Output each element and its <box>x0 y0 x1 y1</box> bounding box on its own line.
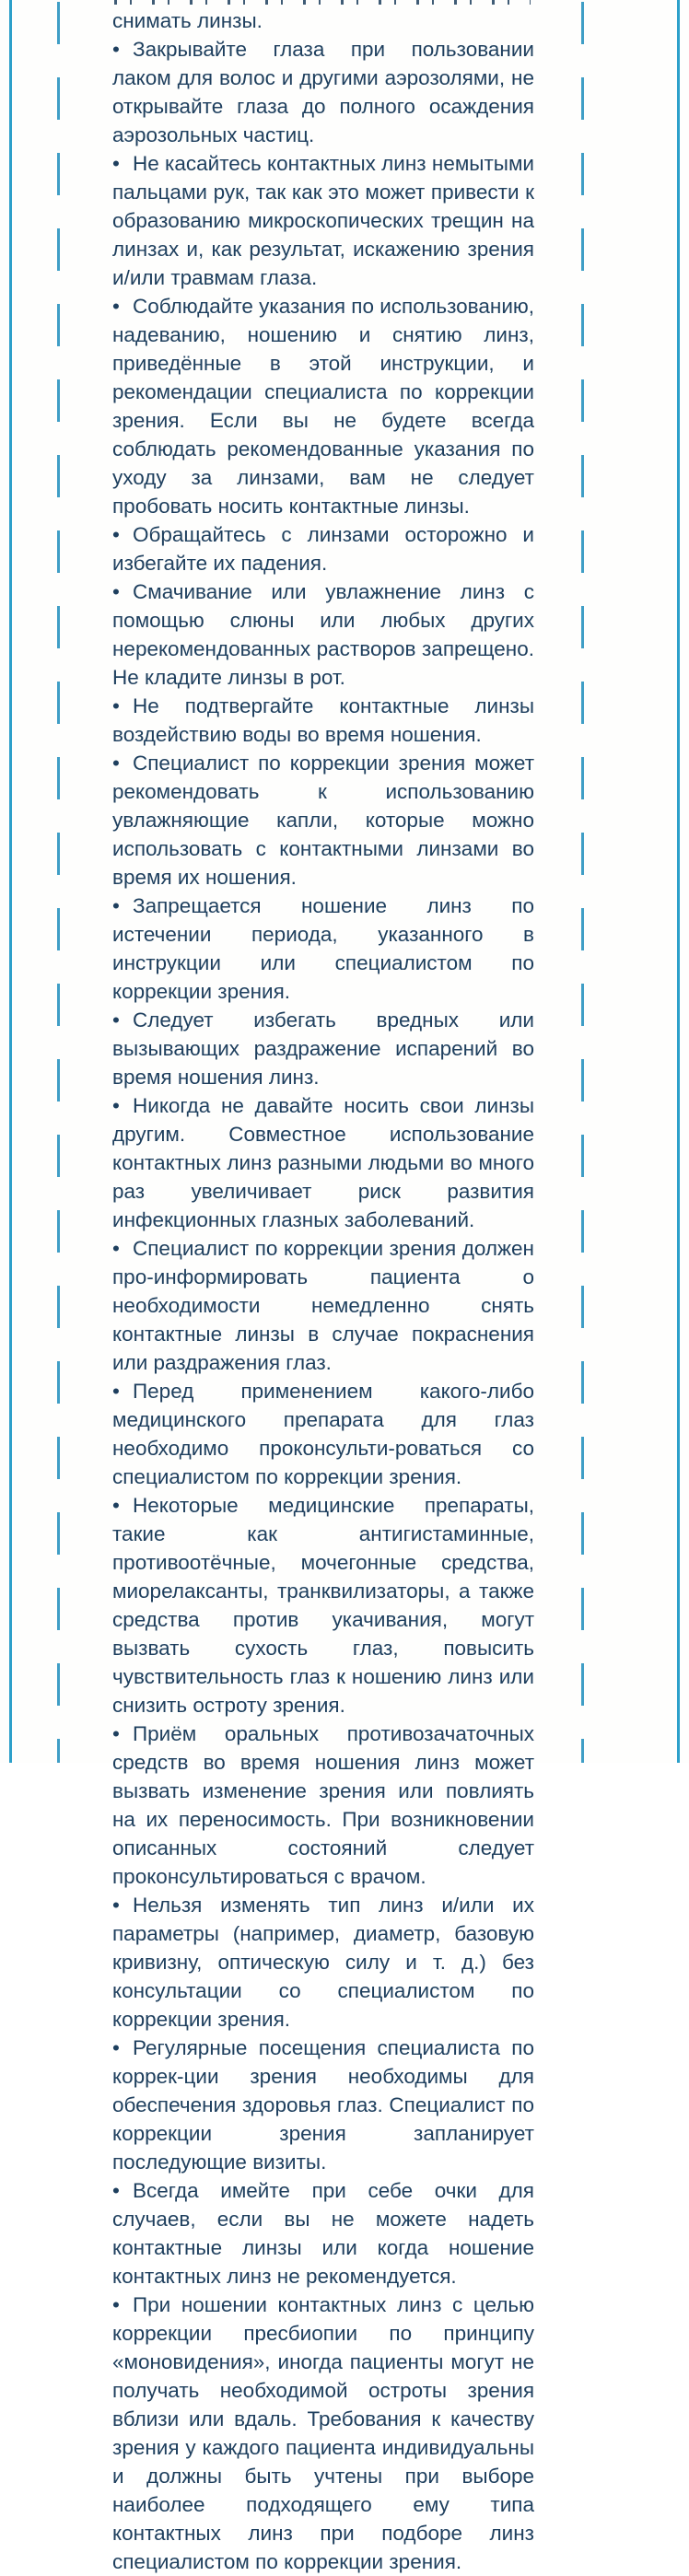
paragraph-text: Всегда имейте при себе очки для случаев, если вы не можете надеть контактные линзы или когда ношение контактных линз не рекомендуется. <box>112 2179 534 2288</box>
paragraph-text: Некоторые медицинские препараты, такие как антигистаминные, противоотёчные, мочегонные средства, миорелаксанты, транквилизаторы, а также средства против укачивания, могут вызвать сухость глаз, повысить чувствительность глаз к ношению линз или снизить остроту зрения. <box>112 1494 534 1717</box>
right-dash-marks <box>581 2 584 1763</box>
bullet-icon: • <box>112 752 120 775</box>
bullet-icon: • <box>112 580 120 603</box>
paragraph <box>112 1891 534 2034</box>
paragraph <box>112 520 534 577</box>
bullet-icon: • <box>112 1722 120 1745</box>
bullet-icon: • <box>112 694 120 717</box>
paragraph-text: При ношении контактных линз с целью коррекции пресбиопии по принципу «моновидения», иногда пациенты могут не получать необходимой остроты зрения вблизи или вдаль. Требования к качеству зрения у каждого пациента индивидуальны и должны быть учтены при выборе наиболее подходящего ему типа контактных линз при подборе линз специалистом по коррекции зрения. <box>112 2293 534 2573</box>
paragraph <box>112 35 534 149</box>
bullet-icon: • <box>112 295 120 318</box>
bullet-icon: • <box>112 2293 120 2316</box>
paragraph-text: Следует избегать вредных или вызывающих раздражение испарений во время ношения линз. <box>112 1008 534 1089</box>
paragraph-text: Перед применением какого-либо медицинского препарата для глаз необходимо проконсульти-роваться со специалистом по коррекции зрения. <box>112 1380 534 1488</box>
paragraph <box>112 1091 534 1234</box>
paragraph <box>112 1377 534 1491</box>
right-border-rule <box>677 0 680 1763</box>
paragraph <box>112 1234 534 1377</box>
bullet-icon: • <box>112 1894 120 1917</box>
bullet-icon: • <box>112 38 120 61</box>
paragraph <box>112 749 534 892</box>
left-border-rule <box>9 0 12 1763</box>
paragraph <box>112 6 534 35</box>
paragraph-text: Запрещается ношение линз по истечении периода, указанного в инструкции или специалистом по коррекции зрения. <box>112 894 534 1003</box>
paragraph <box>112 2176 534 2290</box>
paragraph-text: Обращайтесь с линзами осторожно и избегайте их падения. <box>112 523 534 575</box>
paragraph-text: Смачивание или увлажнение линз с помощью слюны или любых других нерекомендованных растворов запрещено. Не кладите линзы в рот. <box>112 580 534 689</box>
paragraph-text: Не подтвергайте контактные линзы воздействию воды во время ношения. <box>112 694 534 746</box>
paragraph <box>112 149 534 292</box>
paragraph <box>112 2034 534 2176</box>
paragraph <box>112 1006 534 1091</box>
bullet-icon: • <box>112 523 120 546</box>
paragraph-text: Специалист по коррекции зрения может рекомендовать к использованию увлажняющие капли, которые можно использовать с контактными линзами во время их ношения. <box>112 752 534 889</box>
bullet-icon: • <box>112 1380 120 1403</box>
paragraph-text: Никогда не давайте носить свои линзы другим. Совместное использование контактных линз разными людьми во много раз увеличивает риск развития инфекционных глазных заболеваний. <box>112 1094 534 1231</box>
clipped-text-line <box>114 0 531 5</box>
paragraph-text: Специалист по коррекции зрения должен про-информировать пациента о необходимости немедленно снять контактные линзы в случае покраснения или раздражения глаз. <box>112 1237 534 1374</box>
paragraph <box>112 577 534 692</box>
paragraph <box>112 892 534 1006</box>
instruction-text-column <box>112 6 534 2576</box>
bullet-icon: • <box>112 2036 120 2059</box>
paragraph-text: Регулярные посещения специалиста по коррек-ции зрения необходимы для обеспечения здоровья глаз. Специалист по коррекции зрения запланирует последующие визиты. <box>112 2036 534 2174</box>
paragraph-text: Нельзя изменять тип линз и/или их параметры (например, диаметр, базовую кривизну, оптическую силу и т. д.) без консультации со специалистом по коррекции зрения. <box>112 1894 534 2031</box>
paragraph <box>112 1491 534 1719</box>
bullet-icon: • <box>112 1094 120 1117</box>
paragraph <box>112 292 534 520</box>
left-dash-marks <box>57 2 60 1763</box>
paragraph-text: снимать линзы. <box>112 9 263 32</box>
paragraph <box>112 692 534 749</box>
paragraph <box>112 2290 534 2576</box>
bullet-icon: • <box>112 1237 120 1260</box>
paragraph-text: Закрывайте глаза при пользовании лаком для волос и другими аэрозолями, не открывайте глаза до полного осаждения аэрозольных частиц. <box>112 38 534 146</box>
paragraph-text: Не касайтесь контактных линз немытыми пальцами рук, так как это может привести к образованию микроскопических трещин на линзах и, как результат, искажению зрения и/или травмам глаза. <box>112 152 534 289</box>
bullet-icon: • <box>112 1494 120 1517</box>
paragraph <box>112 1719 534 1891</box>
bullet-icon: • <box>112 2179 120 2202</box>
bullet-icon: • <box>112 894 120 917</box>
paragraph-text: Соблюдайте указания по использованию, надеванию, ношению и снятию линз, приведённые в этой инструкции, и рекомендации специалиста по коррекции зрения. Если вы не будете всегда соблюдать рекомендованные указания по уходу за линзами, вам не следует пробовать носить контактные линзы. <box>112 295 535 518</box>
bullet-icon: • <box>112 1008 120 1032</box>
paragraph-text: Приём оральных противозачаточных средств во время ношения линз может вызвать изменение зрения или повлиять на их переносимость. При возникновении описанных состояний следует проконсультироваться с врачом. <box>112 1722 534 1888</box>
bullet-icon: • <box>112 152 120 175</box>
